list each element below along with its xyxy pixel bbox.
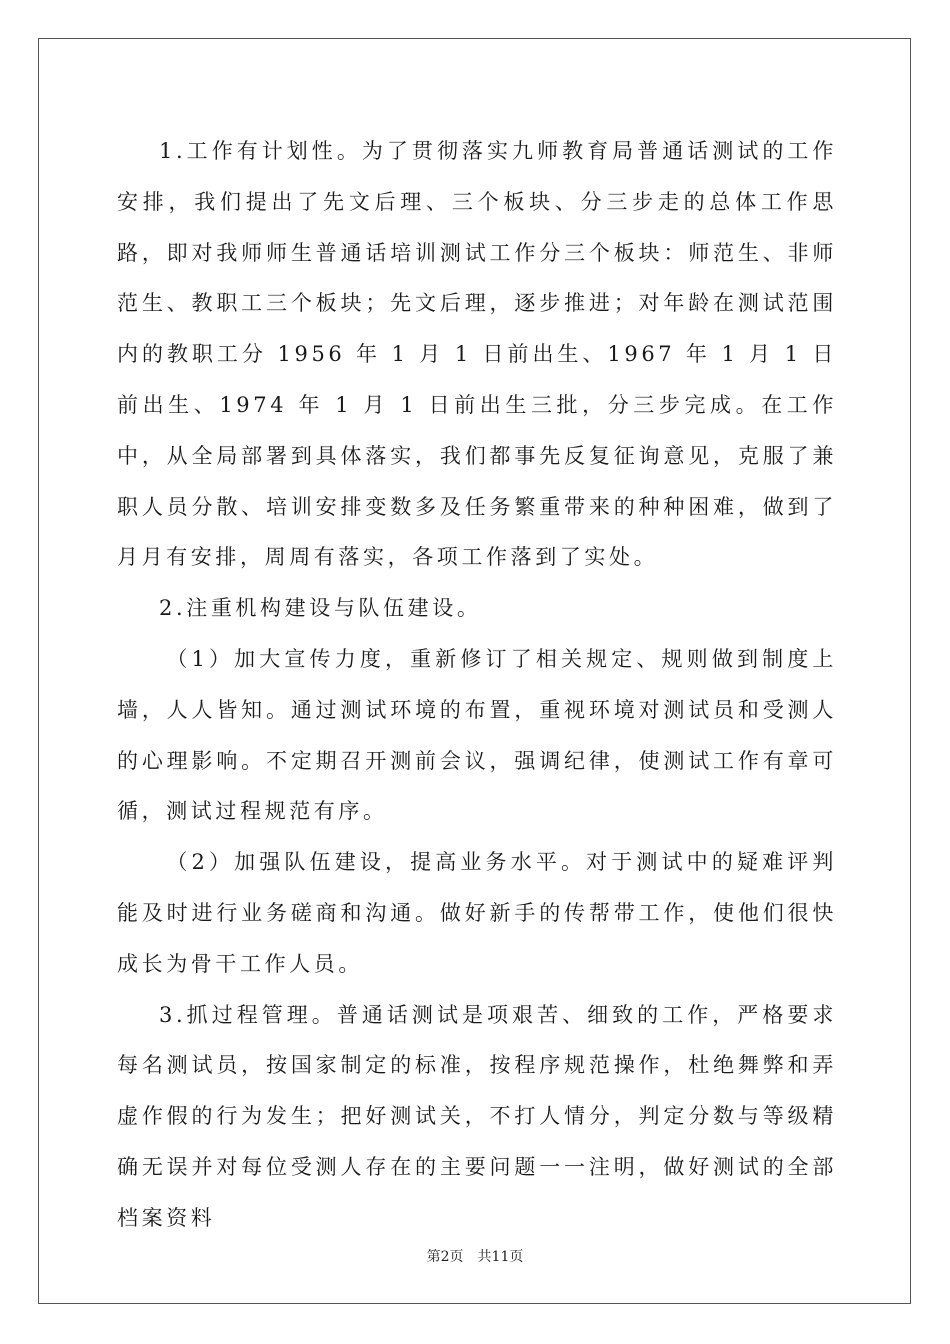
paragraph-organization-heading: 2.注重机构建设与队伍建设。 <box>159 596 482 621</box>
paragraph-publicity: （1）加大宣传力度，重新修订了相关规定、规则做到制度上墙，人人皆知。通过测试环境的布置，重视环境对测试员和受测人的心理影响。不定期召开测前会议，强调纪律，使测试工作有章可循，测试过程规范有序。 <box>117 646 837 824</box>
document-body <box>117 126 837 1244</box>
paragraph-process-management: 3.抓过程管理。普通话测试是项艰苦、细致的工作，严格要求每名测试员，按国家制定的标准，按程序规范操作，杜绝舞弊和弄虚作假的行为发生；把好测试关，不打人情分，判定分数与等级精确无误并对每位受测人存在的主要问题一一注明，做好测试的全部档案资料 <box>117 1002 837 1230</box>
paragraph-work-planning: 1.工作有计划性。为了贯彻落实九师教育局普通话测试的工作安排，我们提出了先文后理、三个板块、分三步走的总体工作思路，即对我师师生普通话培训测试工作分三个板块：师范生、非师范生、教职工三个板块；先文后理，逐步推进；对年龄在测试范围内的教职工分 1956 年 1 月 1 日前出生、1967 年 1 月 1 日前出生、1974 年 1 月 1 日前出生三批，分三步完成。在工作中，从全局部署到具体落实，我们都事先反复征询意见，克服了兼职人员分散、培训安排变数多及任务繁重带来的种种困难，做到了月月有安排，周周有落实，各项工作落到了实处。 <box>117 139 837 570</box>
paragraph-team-building: （2）加强队伍建设，提高业务水平。对于测试中的疑难评判能及时进行业务磋商和沟通。做好新手的传帮带工作，使他们很快成长为骨干工作人员。 <box>117 850 837 976</box>
page-number: 第2页 <box>426 1249 464 1265</box>
page-footer <box>0 1246 950 1266</box>
page-total: 共11页 <box>477 1249 524 1265</box>
